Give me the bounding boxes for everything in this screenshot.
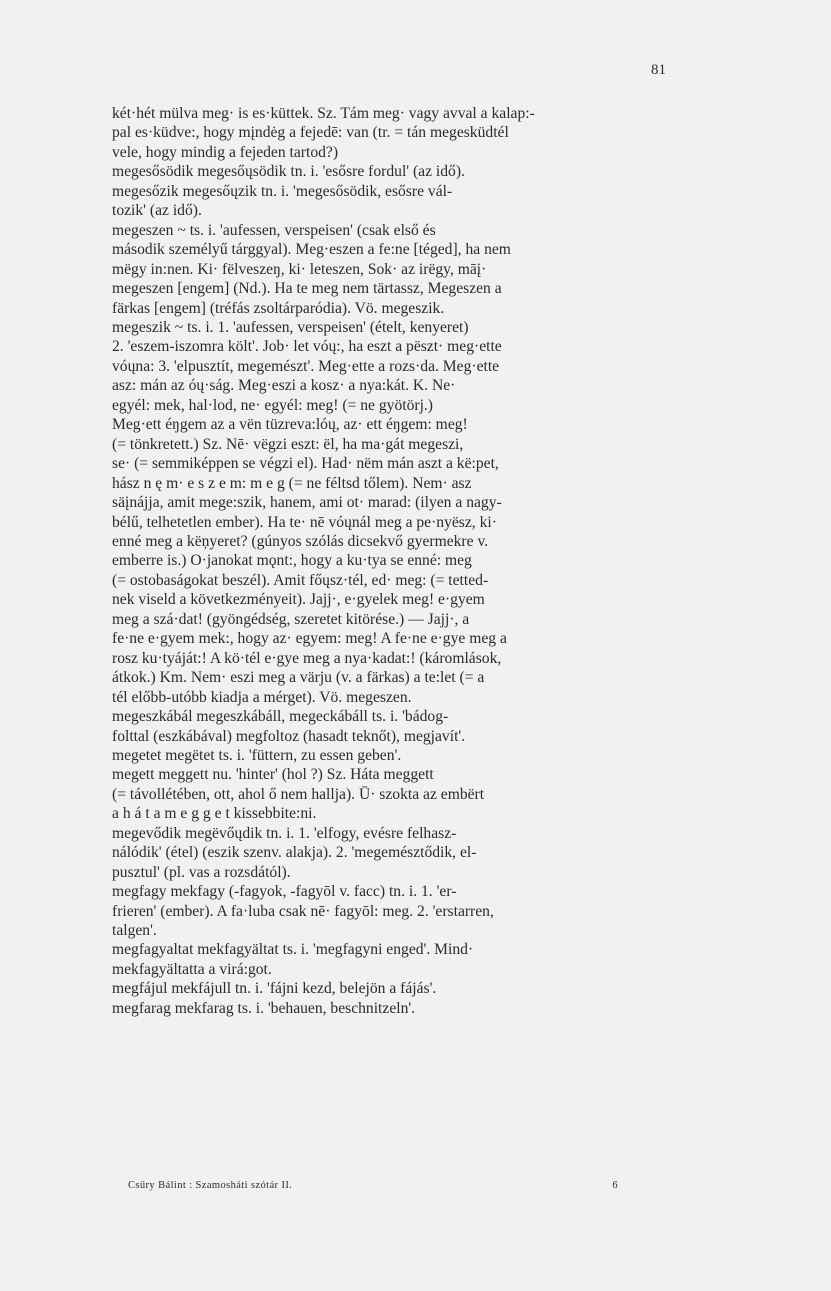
text-line: tozik' (az idő). (112, 202, 202, 220)
text-line: (= tönkretett.) Sz. Nē· vëgzi eszt: ël, ha ma·gát megeszi, (112, 435, 464, 453)
text-line: megfagyaltat mekfagyältat ts. i. 'megfagyni enged'. Mind· (112, 941, 474, 959)
page-number: 81 (651, 62, 666, 78)
text-line: bélű, telhetetlen ember). Ha te· nē vóųnál meg a pe·nyësz, ki· (112, 513, 497, 531)
text-line: vele, hogy mindig a fejeden tartod?) (112, 143, 339, 161)
text-line: megfájul mekfájull tn. i. 'fájni kezd, belejön a fájás'. (112, 980, 437, 998)
text-line: mekfagyältatta a virá:got. (112, 960, 272, 978)
text-line: säįnájja, amit mege:szik, hanem, ami ot· marad: (ilyen a nagy- (112, 494, 502, 512)
text-line: 2. 'eszem-iszomra költ'. Job· let vóų:, ha eszt a pëszt· meg·ette (112, 338, 502, 356)
dictionary-text (112, 104, 668, 1018)
text-line: enné meg a këņyeret? (gúnyos szólás dicsekvő gyermekre v. (112, 532, 489, 550)
text-line: rosz ku·tyáját:! A kö·tél e·gye meg a nya·kadat:! (káromlások, (112, 649, 502, 667)
text-line: megfagy mekfagy (-fagyok, -fagyōl v. facc) tn. i. 1. 'er- (112, 883, 457, 901)
text-line: mëgy in:nen. Ki· fëlveszeŋ, ki· leteszen, Sok· az irëgy, māį· (112, 260, 487, 278)
text-line: két·hét mülva meg· is es·küttek. Sz. Tám meg· vagy avval a kalap:- (112, 105, 535, 122)
footer-signature-number: 6 (612, 1180, 618, 1191)
text-line: megeszkábál megeszkábáll, megeckábáll ts. i. 'bádog- (112, 708, 449, 726)
text-line: (= ostobaságokat beszél). Amit főųsz·tél, ed· meg: (= tetted- (112, 571, 489, 589)
text-line: vóųna: 3. 'elpusztít, megemészt'. Meg·ette a rozs·da. Meg·ette (112, 357, 500, 375)
text-line: megett meggett nu. 'hinter' (hol ?) Sz. Háta meggett (112, 766, 434, 784)
text-line: tél előbb-utóbb kiadja a mérget). Vö. megeszen. (112, 688, 412, 706)
text-line: a h á t a m e g g e t kissebbite:ni. (112, 805, 317, 823)
text-line: emberre is.) O·janokat mǫnt:, hogy a ku·tya se enné: meg (112, 552, 472, 570)
text-line: talgen'. (112, 922, 157, 940)
text-line: fe·ne e·gyem mek:, hogy az· egyem: meg! A fe·ne e·gye meg a (112, 630, 507, 648)
text-line: Meg·ett éŋgem az a vën tüzreva:lóų, az· ett éŋgem: meg! (112, 416, 468, 434)
text-line: se· (= semmiképpen se végzi el). Had· nëm mán aszt a kë:pet, (112, 455, 499, 473)
text-line: megesősödik megesőųsödik tn. i. 'esősre fordul' (az idő). (112, 163, 465, 181)
text-line: asz: mán az óų·ság. Meg·eszi a kosz· a nya:kát. K. Ne· (112, 377, 456, 395)
text-line: egyél: mek, hal·lod, ne· egyél: meg! (= ne gyötörj.) (112, 396, 433, 414)
text-line: färkas [engem] (tréfás zsoltárparódia). Vö. megeszik. (112, 299, 445, 317)
text-line: meg a szá·dat! (gyöngédség, szeretet kitörése.) — Jajj·, a (112, 610, 470, 628)
text-line: (= távollétében, ott, ahol ő nem hallja). Ū· szokta az embërt (112, 785, 485, 803)
text-line: megesőzik megesőųzik tn. i. 'megesősödik, esősre vál- (112, 182, 453, 200)
text-line: megeszen [engem] (Nd.). Ha te meg nem tärtassz, Megeszen a (112, 280, 502, 298)
footer-source: Csűry Bálint : Szamosháti szótár II. (128, 1180, 293, 1191)
text-line: megfarag mekfarag ts. i. 'behauen, beschnitzeln'. (112, 999, 416, 1017)
text-line: nálódik' (étel) (eszik szenv. alakja). 2. 'megemésztődik, el- (112, 844, 477, 862)
text-line: pusztul' (pl. vas a rozsdától). (112, 863, 291, 881)
text-line: pal es·küdve:, hogy mįndėg a fejedē: van (tr. = tán megesküdtél (112, 124, 509, 142)
text-line: hász n ę m· e s z e m: m e g (= ne féltsd tőlem). Nem· asz (112, 474, 472, 492)
text-line: nek viseld a következményeit). Jajj·, e·gyelek meg! e·gyem (112, 591, 485, 609)
text-line: megeszik ~ ts. i. 1. 'aufessen, verspeisen' (ételt, kenyeret) (112, 318, 469, 336)
text-line: frieren' (ember). A fa·luba csak nē· fagyōl: meg. 2. 'erstarren, (112, 902, 494, 920)
text-line: átkok.) Km. Nem· eszi meg a värju (v. a färkas) a te:let (= a (112, 669, 485, 687)
text-line: megeszen ~ ts. i. 'aufessen, verspeisen' (csak első és (112, 221, 436, 239)
text-line: megevődik megëvőųdik tn. i. 1. 'elfogy, evésre felhasz- (112, 824, 457, 842)
text-line: második személyű tárggyal). Meg·eszen a fe:ne [téged], ha nem (112, 241, 511, 259)
text-line: folttal (eszkábával) megfoltoz (hasadt teknőt), megjavít'. (112, 727, 466, 745)
text-line: megetet megëtet ts. i. 'füttern, zu essen geben'. (112, 746, 402, 764)
